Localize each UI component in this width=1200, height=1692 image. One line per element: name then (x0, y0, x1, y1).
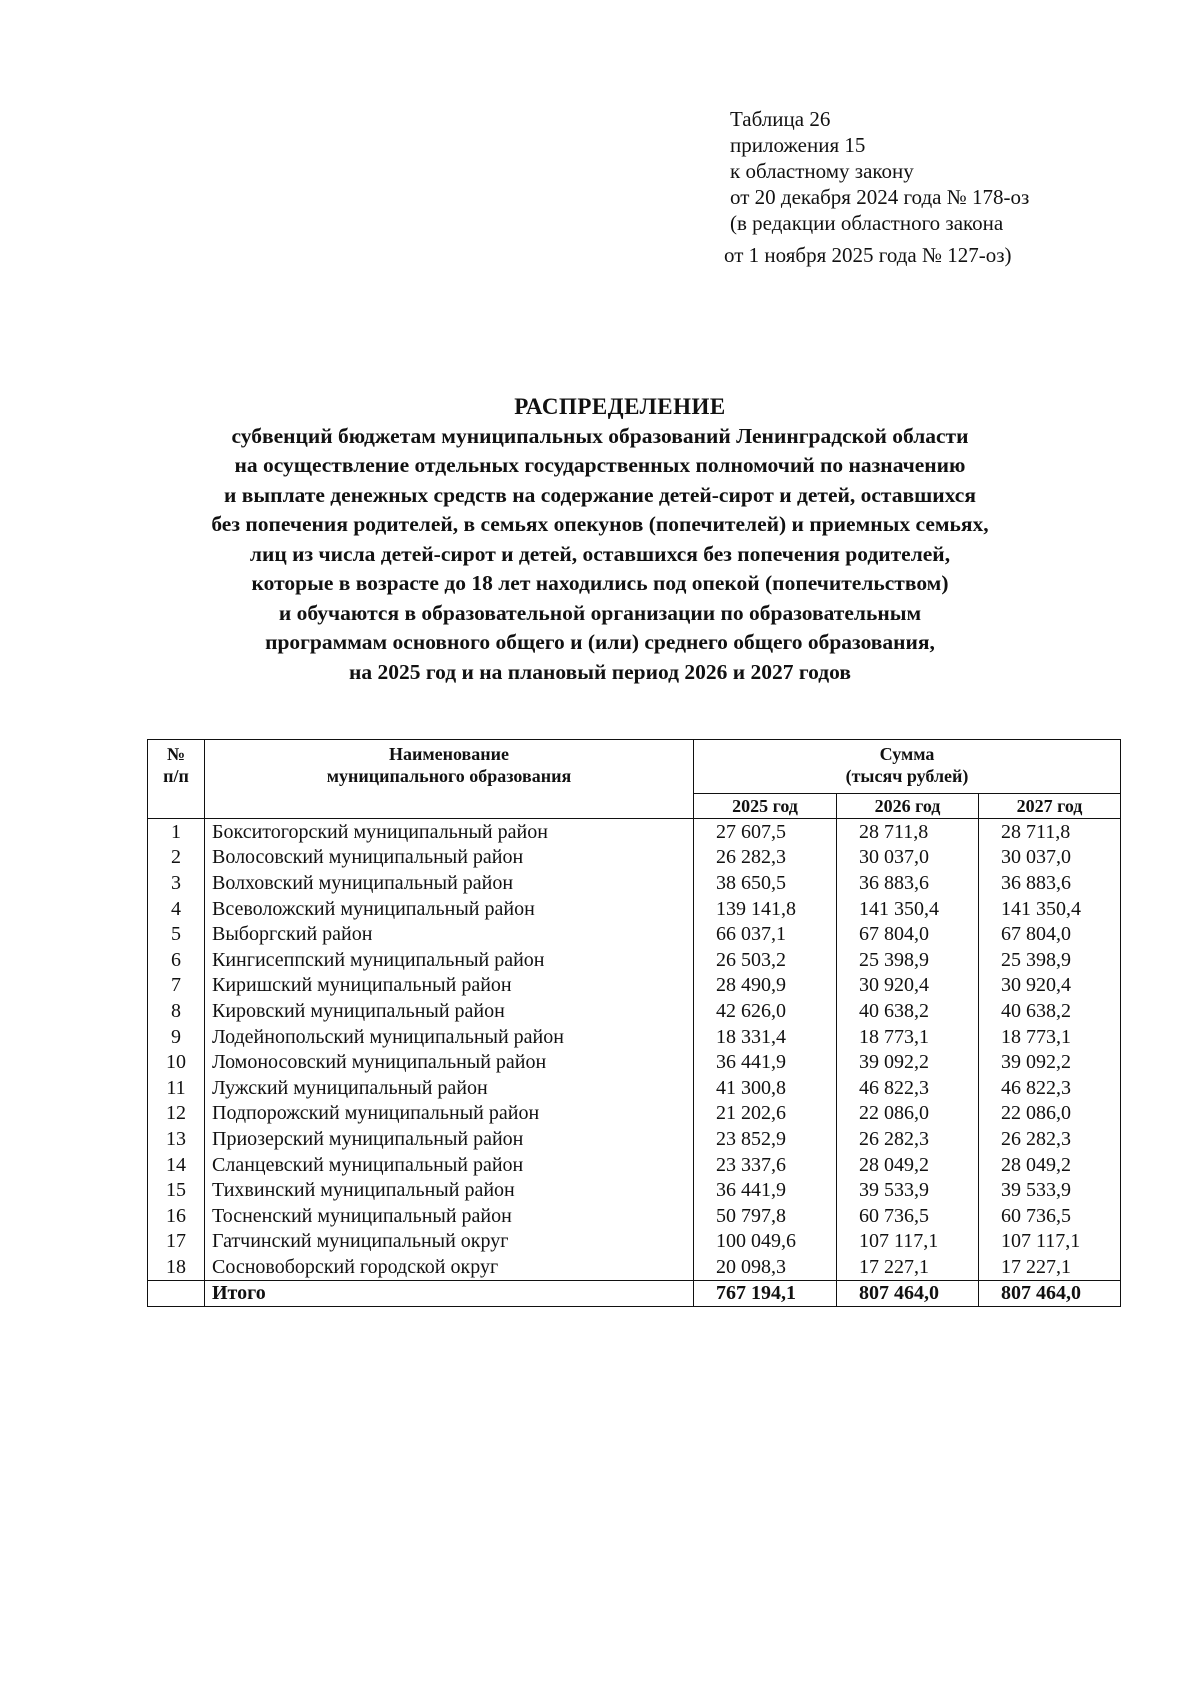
total-row (148, 1280, 1121, 1307)
amount-2025: 66 037,1 (694, 921, 837, 947)
table-row (148, 1203, 1121, 1229)
table-row (148, 819, 1121, 845)
table-row (148, 896, 1121, 922)
amount-2026: 40 638,2 (837, 998, 979, 1024)
header-name (205, 740, 694, 819)
municipality-name: Кингисеппский муниципальный район (205, 947, 694, 973)
row-number: 11 (148, 1075, 205, 1101)
amount-2025: 42 626,0 (694, 998, 837, 1024)
table-row (148, 1024, 1121, 1050)
amount-2025: 50 797,8 (694, 1203, 837, 1229)
header-number (148, 740, 205, 819)
total-label: Итого (205, 1280, 694, 1307)
document-title (150, 392, 1050, 687)
row-number: 7 (148, 973, 205, 999)
table-row (148, 870, 1121, 896)
row-number: 9 (148, 1024, 205, 1050)
table-row (148, 845, 1121, 871)
municipality-name: Лодейнопольский муниципальный район (205, 1024, 694, 1050)
header-number-line2: п/п (163, 766, 189, 786)
municipality-name: Волосовский муниципальный район (205, 845, 694, 871)
table-row (148, 1049, 1121, 1075)
amount-2027: 36 883,6 (979, 870, 1121, 896)
revision-note: (в редакции областного закона (730, 211, 1004, 235)
municipality-name: Киришский муниципальный район (205, 973, 694, 999)
amount-2027: 67 804,0 (979, 921, 1121, 947)
total-num-cell (148, 1280, 205, 1307)
amount-2027: 60 736,5 (979, 1203, 1121, 1229)
amount-2025: 26 503,2 (694, 947, 837, 973)
amount-2026: 39 092,2 (837, 1049, 979, 1075)
row-number: 8 (148, 998, 205, 1024)
table-row (148, 1126, 1121, 1152)
amount-2025: 28 490,9 (694, 973, 837, 999)
header-year-2025: 2025 год (694, 794, 837, 819)
amount-2027: 40 638,2 (979, 998, 1121, 1024)
law-reference: к областному закону (730, 159, 914, 183)
municipality-name: Волховский муниципальный район (205, 870, 694, 896)
municipality-name: Выборгский район (205, 921, 694, 947)
title-line: на осуществление отдельных государственных полномочий по назначению (234, 453, 966, 477)
amount-2027: 28 711,8 (979, 819, 1121, 845)
table-number: Таблица 26 (730, 107, 831, 131)
municipality-name: Кировский муниципальный район (205, 998, 694, 1024)
table-row (148, 1075, 1121, 1101)
amount-2025: 21 202,6 (694, 1101, 837, 1127)
header-sum (694, 740, 1121, 794)
amount-2027: 46 822,3 (979, 1075, 1121, 1101)
title-line: лиц из числа детей-сирот и детей, оставшихся без попечения родителей, (249, 541, 951, 566)
table-row (148, 1229, 1121, 1255)
table-row (148, 921, 1121, 947)
table-row (148, 998, 1121, 1024)
amount-2026: 18 773,1 (837, 1024, 979, 1050)
header-year-2026: 2026 год (837, 794, 979, 819)
row-number: 14 (148, 1152, 205, 1178)
law-date: от 20 декабря 2024 года № 178-оз (730, 185, 1030, 209)
title-line: и выплате денежных средств на содержание детей-сирот и детей, оставшихся (224, 482, 976, 507)
row-number: 5 (148, 921, 205, 947)
title-line: и обучаются в образовательной организации по образовательным (278, 600, 922, 625)
row-number: 4 (148, 896, 205, 922)
amount-2027: 18 773,1 (979, 1024, 1121, 1050)
title-line: субвенций бюджетам муниципальных образований Ленинградской области (231, 423, 969, 448)
amount-2025: 139 141,8 (694, 896, 837, 922)
amount-2026: 107 117,1 (837, 1229, 979, 1255)
total-2026: 807 464,0 (837, 1280, 979, 1307)
revision-date: от 1 ноября 2025 года № 127-оз) (724, 243, 1012, 267)
table-row (148, 1254, 1121, 1280)
amount-2026: 22 086,0 (837, 1101, 979, 1127)
amount-2025: 38 650,5 (694, 870, 837, 896)
row-number: 2 (148, 845, 205, 871)
amount-2026: 60 736,5 (837, 1203, 979, 1229)
amount-2026: 39 533,9 (837, 1177, 979, 1203)
title-heading: РАСПРЕДЕЛЕНИЕ (514, 394, 726, 419)
total-2025: 767 194,1 (694, 1280, 837, 1307)
amount-2026: 46 822,3 (837, 1075, 979, 1101)
table-row (148, 1101, 1121, 1127)
table-row (148, 947, 1121, 973)
amount-2025: 36 441,9 (694, 1177, 837, 1203)
table-row (148, 1177, 1121, 1203)
amount-2025: 100 049,6 (694, 1229, 837, 1255)
amount-2026: 28 049,2 (837, 1152, 979, 1178)
row-number: 6 (148, 947, 205, 973)
amount-2026: 17 227,1 (837, 1254, 979, 1280)
amount-2025: 23 852,9 (694, 1126, 837, 1152)
amount-2027: 30 037,0 (979, 845, 1121, 871)
distribution-table (147, 739, 1121, 1307)
municipality-name: Гатчинский муниципальный округ (205, 1229, 694, 1255)
table-row (148, 973, 1121, 999)
amount-2026: 67 804,0 (837, 921, 979, 947)
header-sum-line1: Сумма (879, 744, 935, 764)
amount-2027: 28 049,2 (979, 1152, 1121, 1178)
header-name-line2: муниципального образования (326, 766, 572, 786)
header-sum-units: (тысяч рублей) (845, 766, 969, 786)
amount-2025: 20 098,3 (694, 1254, 837, 1280)
header-name-line1: Наименование (389, 744, 509, 764)
row-number: 1 (148, 819, 205, 845)
amount-2025: 23 337,6 (694, 1152, 837, 1178)
row-number: 12 (148, 1101, 205, 1127)
amount-2027: 39 092,2 (979, 1049, 1121, 1075)
municipality-name: Тосненский муниципальный район (205, 1203, 694, 1229)
row-number: 18 (148, 1254, 205, 1280)
amount-2027: 107 117,1 (979, 1229, 1121, 1255)
amount-2026: 28 711,8 (837, 819, 979, 845)
amount-2025: 27 607,5 (694, 819, 837, 845)
amount-2027: 141 350,4 (979, 896, 1121, 922)
title-line: которые в возрасте до 18 лет находились под опекой (попечительством) (251, 571, 949, 595)
total-2027: 807 464,0 (979, 1280, 1121, 1307)
municipality-name: Приозерский муниципальный район (205, 1126, 694, 1152)
municipality-name: Ломоносовский муниципальный район (205, 1049, 694, 1075)
table-row (148, 1152, 1121, 1178)
row-number: 3 (148, 870, 205, 896)
appendix-reference (724, 106, 1030, 268)
amount-2027: 17 227,1 (979, 1254, 1121, 1280)
row-number: 13 (148, 1126, 205, 1152)
municipality-name: Бокситогорский муниципальный район (205, 819, 694, 845)
amount-2026: 26 282,3 (837, 1126, 979, 1152)
row-number: 17 (148, 1229, 205, 1255)
amount-2025: 36 441,9 (694, 1049, 837, 1075)
amount-2025: 26 282,3 (694, 845, 837, 871)
amount-2027: 39 533,9 (979, 1177, 1121, 1203)
amount-2026: 25 398,9 (837, 947, 979, 973)
amount-2026: 141 350,4 (837, 896, 979, 922)
municipality-name: Всеволожский муниципальный район (205, 896, 694, 922)
title-line: без попечения родителей, в семьях опекунов (попечителей) и приемных семьях, (211, 512, 989, 536)
amount-2026: 30 037,0 (837, 845, 979, 871)
appendix-number: приложения 15 (730, 133, 866, 157)
row-number: 15 (148, 1177, 205, 1203)
amount-2025: 41 300,8 (694, 1075, 837, 1101)
amount-2027: 30 920,4 (979, 973, 1121, 999)
header-year-2027: 2027 год (979, 794, 1121, 819)
amount-2027: 25 398,9 (979, 947, 1121, 973)
amount-2025: 18 331,4 (694, 1024, 837, 1050)
amount-2027: 26 282,3 (979, 1126, 1121, 1152)
municipality-name: Сланцевский муниципальный район (205, 1152, 694, 1178)
row-number: 10 (148, 1049, 205, 1075)
header-number-line1: № (166, 744, 186, 764)
amount-2026: 30 920,4 (837, 973, 979, 999)
municipality-name: Тихвинский муниципальный район (205, 1177, 694, 1203)
title-line: на 2025 год и на плановый период 2026 и 2027 годов (349, 659, 851, 684)
amount-2027: 22 086,0 (979, 1101, 1121, 1127)
title-line: программам основного общего и (или) среднего общего образования, (265, 630, 935, 654)
row-number: 16 (148, 1203, 205, 1229)
municipality-name: Сосновоборский городской округ (205, 1254, 694, 1280)
amount-2026: 36 883,6 (837, 870, 979, 896)
municipality-name: Подпорожский муниципальный район (205, 1101, 694, 1127)
municipality-name: Лужский муниципальный район (205, 1075, 694, 1101)
